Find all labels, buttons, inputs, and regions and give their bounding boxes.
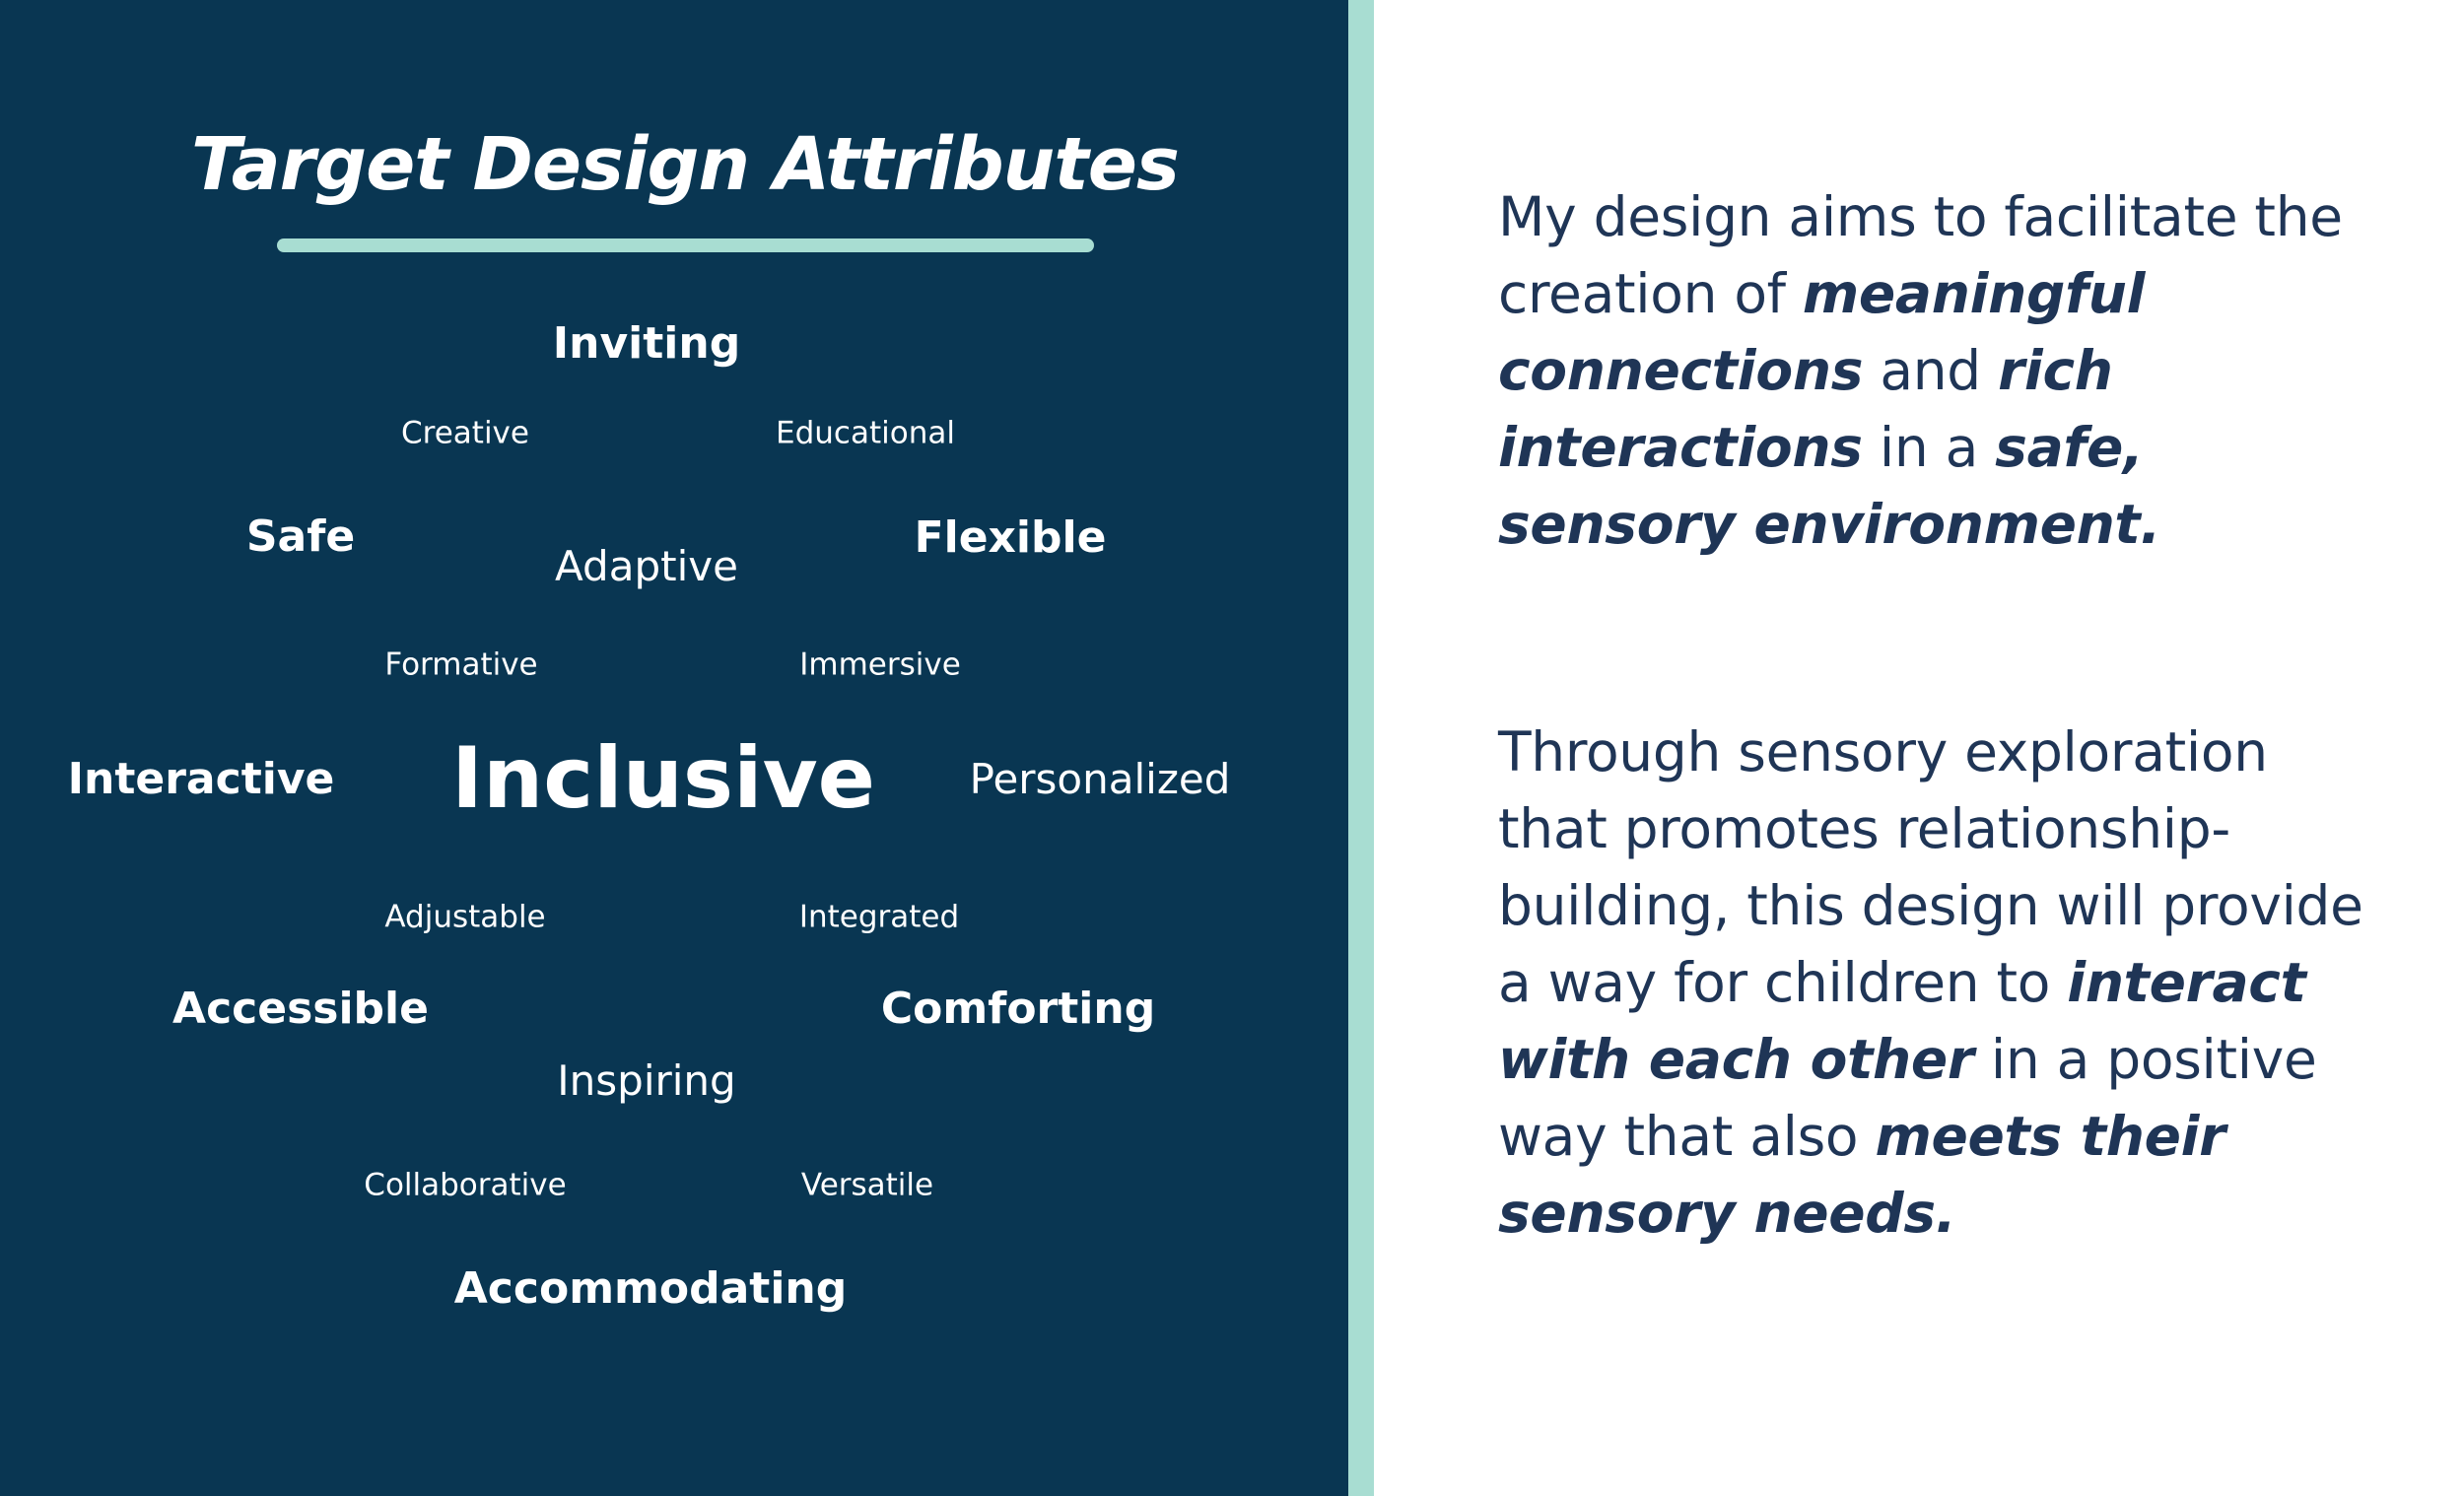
description-paragraph-2 xyxy=(1498,714,2365,1252)
description-paragraph-1 xyxy=(1498,178,2365,563)
word-adjustable: Adjustable xyxy=(384,899,546,935)
word-personalized: Personalized xyxy=(969,755,1231,803)
word-inclusive: Inclusive xyxy=(451,729,875,828)
word-inspiring: Inspiring xyxy=(557,1056,736,1105)
word-accessible: Accessible xyxy=(172,984,429,1034)
word-accommodating: Accommodating xyxy=(453,1263,848,1314)
accent-divider xyxy=(1348,0,1374,1496)
word-collaborative: Collaborative xyxy=(364,1167,567,1203)
paragraph-1-segment: and xyxy=(1863,339,1999,402)
word-versatile: Versatile xyxy=(800,1167,934,1203)
paragraph-2-emphasis: meets their sensory needs. xyxy=(1498,1105,2225,1245)
word-interactive: Interactive xyxy=(67,754,335,804)
word-comforting: Comforting xyxy=(880,984,1156,1034)
word-creative: Creative xyxy=(401,415,529,451)
paragraph-2-emphasis: interact with each other xyxy=(1498,951,2306,1091)
paragraph-1-segment: in a xyxy=(1862,416,1996,479)
paragraph-1-segment: My design aims to facilitate the creation of xyxy=(1498,185,2343,325)
paragraph-1-emphasis: meaningful connections xyxy=(1498,262,2146,402)
word-formative: Formative xyxy=(384,646,538,683)
paragraph-1-emphasis: safe, sensory environment. xyxy=(1498,416,2161,556)
title-underline xyxy=(277,238,1094,252)
word-immersive: Immersive xyxy=(799,646,961,683)
panel-title: Target Design Attributes xyxy=(191,122,1179,207)
word-safe: Safe xyxy=(245,511,356,562)
word-educational: Educational xyxy=(776,415,955,451)
word-inviting: Inviting xyxy=(552,318,741,369)
word-adaptive: Adaptive xyxy=(555,542,738,590)
paragraph-1-emphasis: rich interactions xyxy=(1498,339,2113,479)
paragraph-2-segment: in a positive way that also xyxy=(1498,1028,2317,1168)
word-flexible: Flexible xyxy=(914,512,1107,563)
word-integrated: Integrated xyxy=(798,899,960,935)
paragraph-2-segment: Through sensory exploration that promotes relationship-building, this design will provide a way for children to xyxy=(1498,720,2363,1014)
